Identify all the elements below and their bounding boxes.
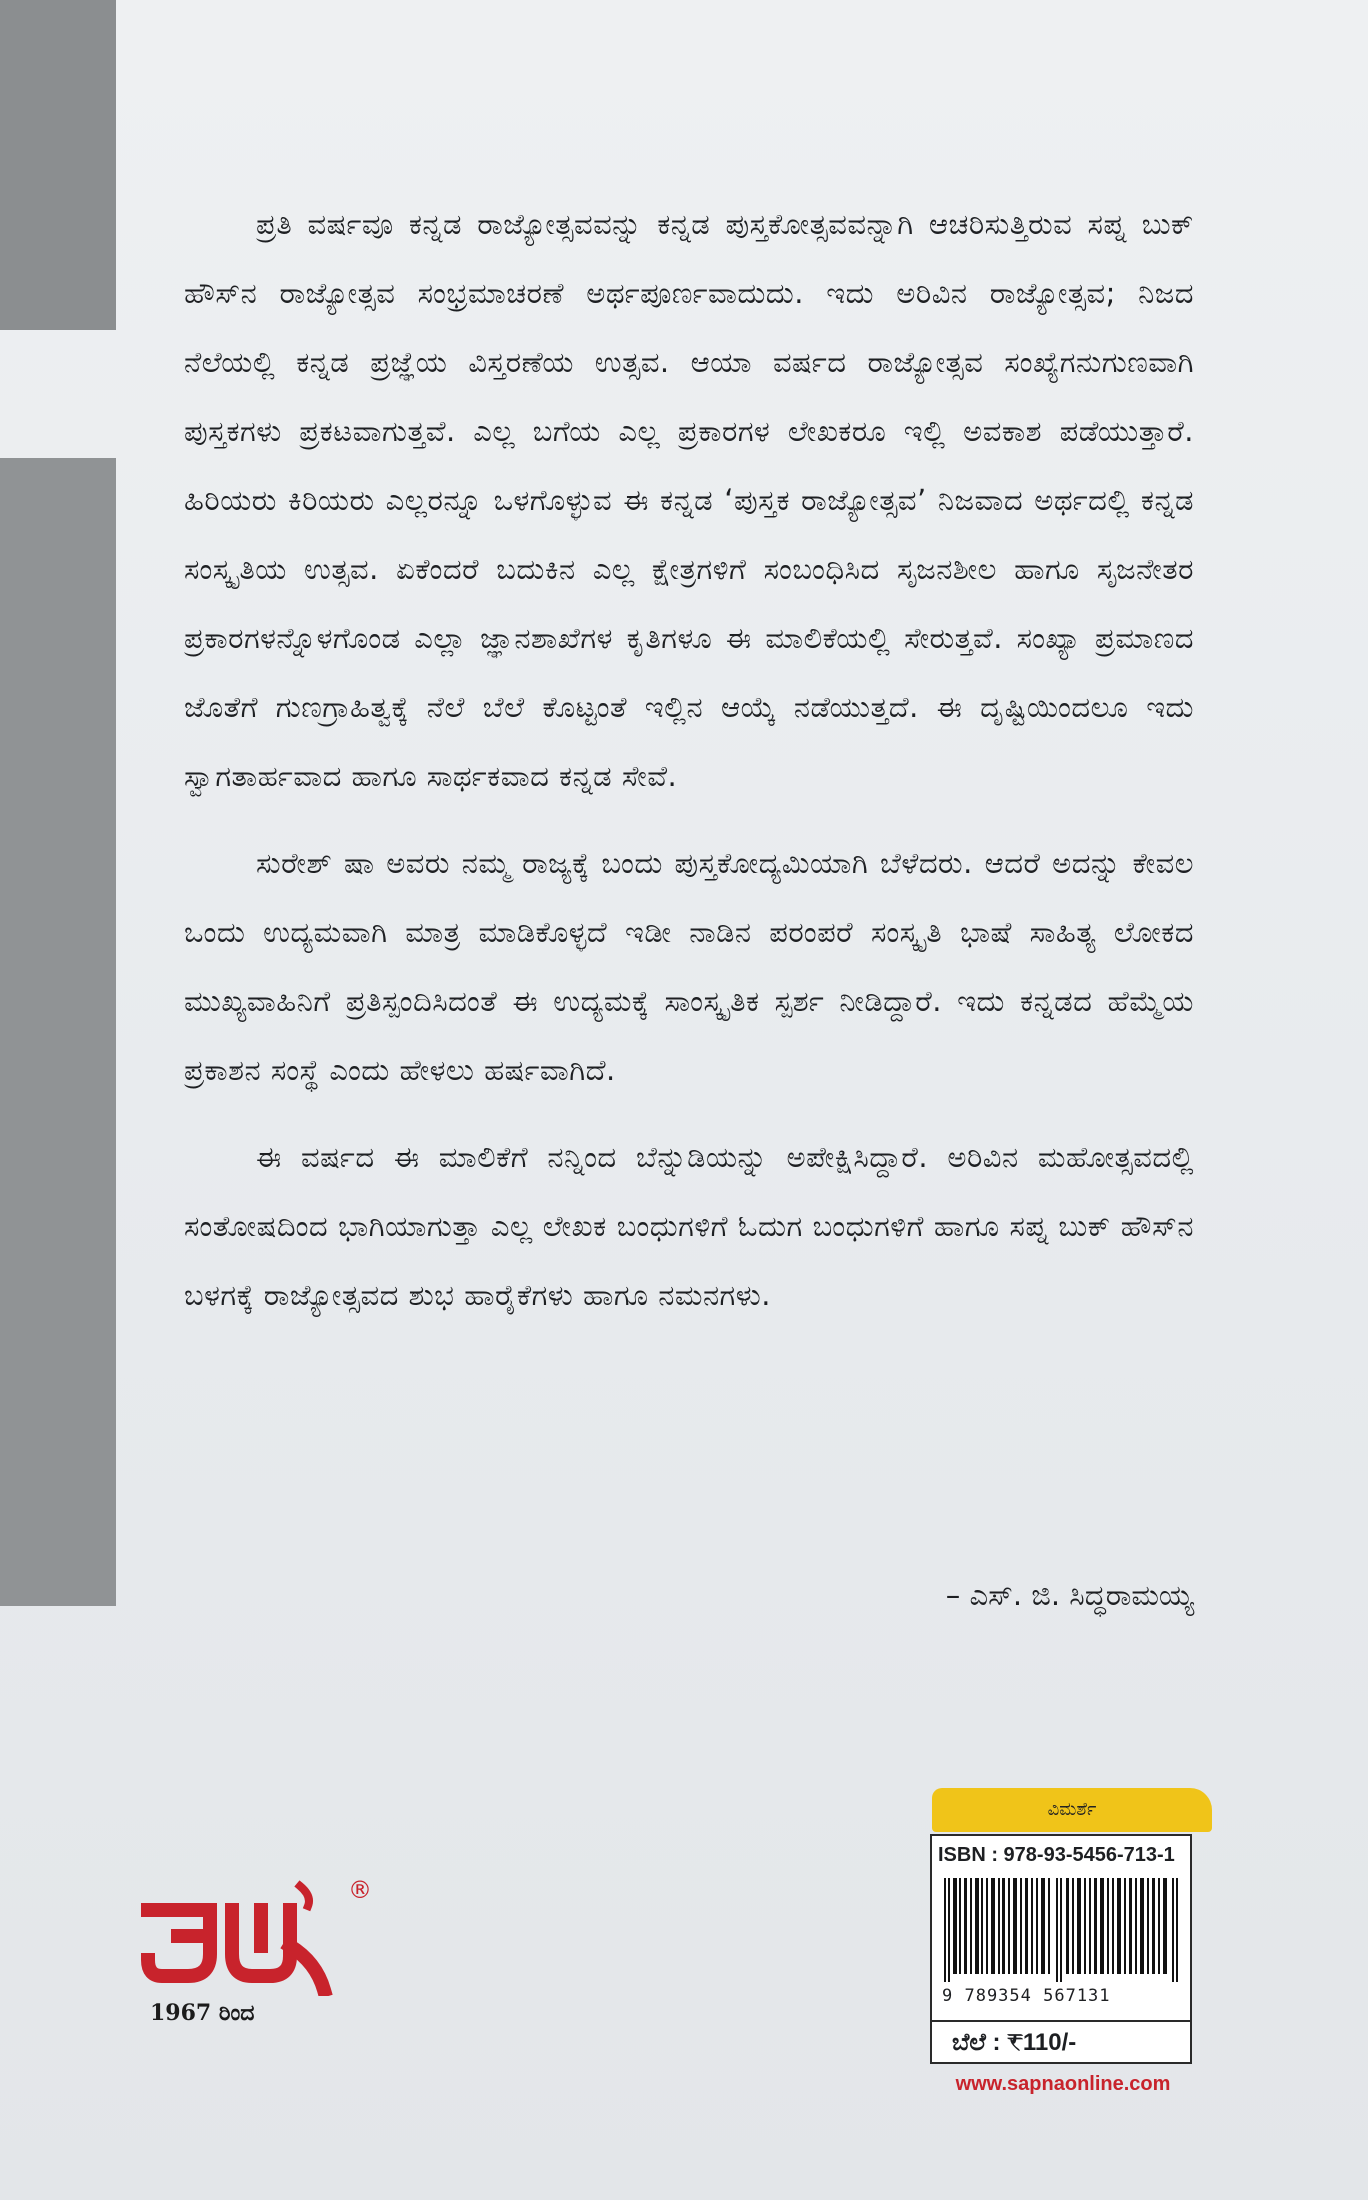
- publisher-website: www.sapnaonline.com: [955, 2073, 1171, 2095]
- blurb-paragraph-1: ಪ್ರತಿ ವರ್ಷವೂ ಕನ್ನಡ ರಾಜ್ಯೋತ್ಸವವನ್ನು ಕನ್ನಡ ಪುಸ್ತಕೋತ್ಸವವನ್ನಾಗಿ ಆಚರಿಸುತ್ತಿರುವ ಸಪ್ನ ಬುಕ್ ಹೌಸ್‌ನ ರಾಜ್ಯೋತ್ಸವ ಸಂಭ್ರಮಾಚರಣೆ ಅರ್ಥಪೂರ್ಣವಾದುದು. ಇದು ಅರಿವಿನ ರಾಜ್ಯೋತ್ಸವ; ನಿಜದ ನೆಲೆಯಲ್ಲಿ ಕನ್ನಡ ಪ್ರಜ್ಞೆಯ ವಿಸ್ತರಣೆಯ ಉತ್ಸವ. ಆಯಾ ವರ್ಷದ ರಾಜ್ಯೋತ್ಸವ ಸಂಖ್ಯೆಗನುಗುಣವಾಗಿ ಪುಸ್ತಕಗಳು ಪ್ರಕಟವಾಗುತ್ತವೆ. ಎಲ್ಲ ಬಗೆಯ ಎಲ್ಲ ಪ್ರಕಾರಗಳ ಲೇಖಕರೂ ಇಲ್ಲಿ ಅವಕಾಶ ಪಡೆಯುತ್ತಾರೆ. ಹಿರಿಯರು ಕಿರಿಯರು ಎಲ್ಲರನ್ನೂ ಒಳಗೊಳ್ಳುವ ಈ ಕನ್ನಡ ‘ಪುಸ್ತಕ ರಾಜ್ಯೋತ್ಸವ’ ನಿಜವಾದ ಅರ್ಥದಲ್ಲಿ ಕನ್ನಡ ಸಂಸ್ಕೃತಿಯ ಉತ್ಸವ. ಏಕೆಂದರೆ ಬದುಕಿನ ಎಲ್ಲ ಕ್ಷೇತ್ರಗಳಿಗೆ ಸಂಬಂಧಿಸಿದ ಸೃಜನಶೀಲ ಹಾಗೂ ಸೃಜನೇತರ ಪ್ರಕಾರಗಳನ್ನೊಳಗೊಂಡ ಎಲ್ಲಾ ಜ್ಞಾನಶಾಖೆಗಳ ಕೃತಿಗಳೂ ಈ ಮಾಲಿಕೆಯಲ್ಲಿ ಸೇರುತ್ತವೆ. ಸಂಖ್ಯಾ ಪ್ರಮಾಣದ ಜೊತೆಗೆ ಗುಣಗ್ರಾಹಿತ್ವಕ್ಕೆ ನೆಲೆ ಬೆಲೆ ಕೊಟ್ಟಂತೆ ಇಲ್ಲಿನ ಆಯ್ಕೆ ನಡೆಯುತ್ತದೆ. ಈ ದೃಷ್ಟಿಯಿಂದಲೂ ಇದು ಸ್ವಾಗತಾರ್ಹವಾದ ಹಾಗೂ ಸಾರ್ಥಕವಾದ ಕನ್ನಡ ಸೇವೆ.: [184, 207, 1194, 793]
- blurb-paragraph-3: ಈ ವರ್ಷದ ಈ ಮಾಲಿಕೆಗೆ ನನ್ನಿಂದ ಬೆನ್ನುಡಿಯನ್ನು ಅಪೇಕ್ಷಿಸಿದ್ದಾರೆ. ಅರಿವಿನ ಮಹೋತ್ಸವದಲ್ಲಿ ಸಂತೋಷದಿಂದ ಭಾಗಿಯಾಗುತ್ತಾ ಎಲ್ಲ ಲೇಖಕ ಬಂಧುಗಳಿಗೆ ಓದುಗ ಬಂಧುಗಳಿಗೆ ಹಾಗೂ ಸಪ್ನ ಬುಕ್ ಹೌಸ್‌ನ ಬಳಗಕ್ಕೆ ರಾಜ್ಯೋತ್ಸವದ ಶುಭ ಹಾರೈಕೆಗಳು ಹಾಗೂ ನಮನಗಳು.: [184, 1140, 1194, 1312]
- logo-year-line: 1967 ರಿಂದ: [150, 2000, 255, 2026]
- side-bar-middle: [0, 458, 116, 1606]
- barcode-digits: 9 789354 567131: [942, 1986, 1111, 2006]
- sapna-logo-mark: [140, 1876, 340, 1996]
- blurb-text: [184, 190, 1194, 1348]
- blurb-paragraph-2: ಸುರೇಶ್ ಷಾ ಅವರು ನಮ್ಮ ರಾಜ್ಯಕ್ಕೆ ಬಂದು ಪುಸ್ತಕೋದ್ಯಮಿಯಾಗಿ ಬೆಳೆದರು. ಆದರೆ ಅದನ್ನು ಕೇವಲ ಒಂದು ಉದ್ಯಮವಾಗಿ ಮಾತ್ರ ಮಾಡಿಕೊಳ್ಳದೆ ಇಡೀ ನಾಡಿನ ಪರಂಪರೆ ಸಂಸ್ಕೃತಿ ಭಾಷೆ ಸಾಹಿತ್ಯ ಲೋಕದ ಮುಖ್ಯವಾಹಿನಿಗೆ ಪ್ರತಿಸ್ಪಂದಿಸಿದಂತೆ ಈ ಉದ್ಯಮಕ್ಕೆ ಸಾಂಸ್ಕೃತಿಕ ಸ್ಪರ್ಶ ನೀಡಿದ್ದಾರೆ. ಇದು ಕನ್ನಡದ ಹೆಮ್ಮೆಯ ಪ್ರಕಾಶನ ಸಂಸ್ಥೆ ಎಂದು ಹೇಳಲು ಹರ್ಷವಾಗಿದೆ.: [184, 846, 1194, 1087]
- publisher-logo: [140, 1876, 380, 2036]
- barcode-panel: [930, 1834, 1192, 2064]
- barcode-icon: [944, 1878, 1182, 1982]
- author-signature: – ಎಸ್. ಜಿ. ಸಿದ್ಧರಾಮಯ್ಯ: [945, 1578, 1194, 1612]
- isbn-number: ISBN : 978-93-5456-713-1: [938, 1844, 1175, 1866]
- registered-mark: ®: [348, 1876, 372, 1904]
- price: ಬೆಲೆ : ₹110/-: [932, 2020, 1190, 2064]
- side-bar-top: [0, 0, 116, 330]
- genre-label: ವಿಮರ್ಶೆ: [932, 1788, 1212, 1832]
